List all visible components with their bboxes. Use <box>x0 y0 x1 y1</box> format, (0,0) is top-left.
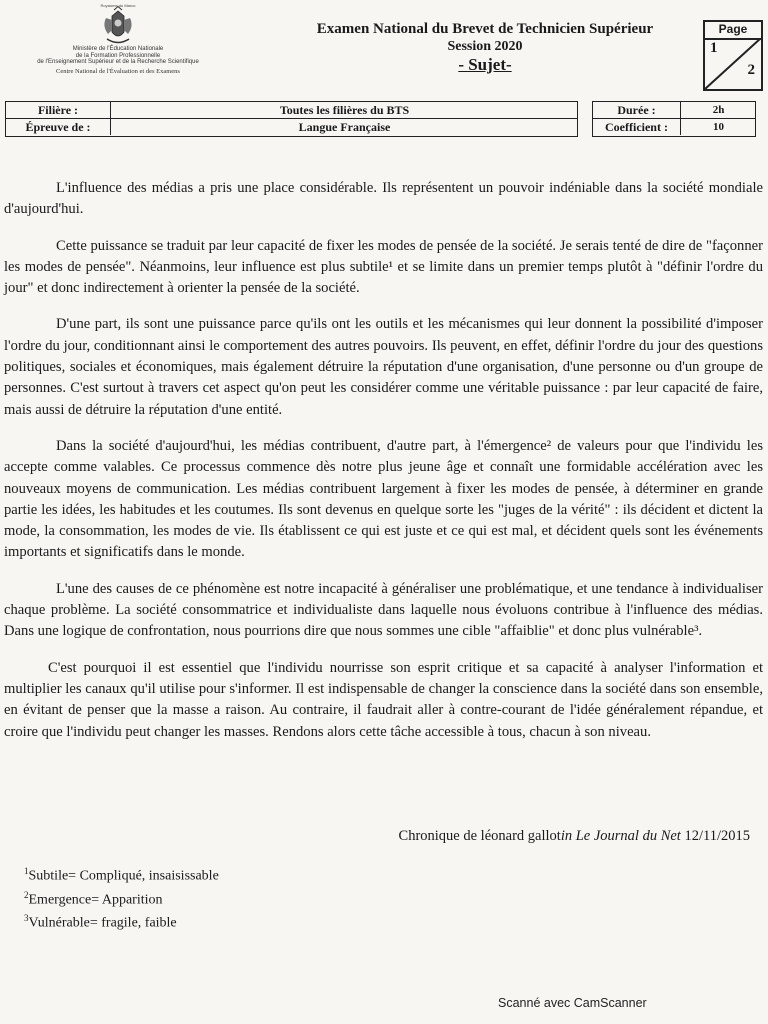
ministry-block <box>0 46 236 75</box>
footnote <box>24 886 219 910</box>
exam-details-table <box>592 101 756 137</box>
paragraph: L'une des causes de ce phénomène est notre incapacité à généraliser une problématique, et une tendance à individualiser chaque problème. La société consommatrice et individualiste dans laquelle nous évoluons contribue à l'influence des médias. Dans une logique de confrontation, nous pourrions dire que nous sommes une cible "affaiblie" et donc plus vulnérable³. <box>4 580 763 640</box>
ministry-line: Ministère de l'Éducation Nationale <box>72 46 164 52</box>
emblem-caption: Royaume du Maroc <box>100 3 136 8</box>
footnote-text: Emergence= Apparition <box>28 892 163 908</box>
footnotes <box>24 862 219 933</box>
article-source <box>399 828 750 845</box>
footnote <box>24 909 219 933</box>
paragraph: L'influence des médias a pris une place considérable. Ils représentent un pouvoir indéniable dans la société mondiale d'aujourd'hui. <box>4 180 763 218</box>
page-current: 1 <box>710 40 718 56</box>
filiere-label: Filière : <box>6 102 111 118</box>
document-type: - Sujet- <box>458 55 512 74</box>
paragraph: Cette puissance se traduit par leur capacité de fixer les modes de pensée de la société. Je serais tenté de dire de "façonner les modes de pensée". Néanmoins, leur influence est plus subtile¹ et se limite dans un premier temps plutôt à "définir l'ordre du jour" et donc indirectement à orienter la pensée de la société. <box>4 237 763 297</box>
paragraph: C'est pourquoi il est essentiel que l'individu nourrisse son esprit critique et sa capacité à analyser l'information et multiplier les canaux qu'il utilise pour s'informer. Il est indispensable de changer la conscience dans la société dans son ensemble, en évitant de penser que la masse a raison. Au contraire, il faudrait aller à contre-courant de l'idée généralement répandue, et croire que l'individu peut changer les masses. Rendons alors cette tâche accessible à tous, chacun à son niveau. <box>4 659 763 740</box>
coefficient-row <box>593 119 755 135</box>
epreuve-row <box>6 119 577 135</box>
exam-title: Examen National du Brevet de Technicien Supérieur <box>316 21 654 37</box>
scanner-watermark: Scanné avec CamScanner <box>498 996 647 1010</box>
article-text <box>4 178 763 758</box>
source-date: 12/11/2015 <box>684 828 750 844</box>
duree-value: 2h <box>712 104 725 116</box>
epreuve-value: Langue Française <box>298 120 391 134</box>
page-total: 2 <box>747 62 755 78</box>
ministry-line: de la Formation Professionnelle <box>75 52 161 59</box>
footnote-number: 1 <box>24 866 29 876</box>
epreuve-label: Épreuve de : <box>6 119 111 135</box>
paragraph: D'une part, ils sont une puissance parce qu'ils ont les outils et les mécanismes qui leur donnent la possibilité d'imposer l'ordre du jour, conditionnant ainsi le comportement des autres pouvoirs. Ils peuvent, en effet, définir l'ordre du jour des questions politiques, sociales et économiques, mais également détruire la réputation d'une organisation, d'une personne ou d'un groupe de personnes. C'est surtout à travers cet aspect qu'on peut les considérer comme une véritable puissance : par leur capacité de faire, mais aussi de détruire la réputation d'une entité. <box>4 316 763 418</box>
footnote-text: Vulnérable= fragile, faible <box>28 915 177 931</box>
session-label: Session 2020 <box>447 39 523 54</box>
page-indicator <box>703 20 763 91</box>
moroccan-emblem-icon <box>95 2 141 48</box>
exam-title-block <box>265 21 705 75</box>
duree-label: Durée : <box>593 102 681 118</box>
page-label: Page <box>705 22 761 40</box>
exam-header <box>0 0 768 98</box>
evaluation-center: Centre National de l'Évaluation et des Examens <box>56 67 180 75</box>
footnote <box>24 862 219 886</box>
coefficient-label: Coefficient : <box>593 119 681 135</box>
footnote-number: 3 <box>24 913 29 924</box>
footnote-text: Subtile= Compliqué, insaisissable <box>28 868 219 884</box>
filiere-row <box>6 102 577 119</box>
paragraph: Dans la société d'aujourd'hui, les médias contribuent, d'autre part, à l'émergence² de valeurs pour que l'individu les accepte comme valables. Ce processus commence dès notre plus jeune âge et connaît une formidable accélération avec les nouveaux moyens de communication. Les médias contribuent largement à fixer les modes de pensée, à déterminer en grande partie les idées, les habitudes et les coutumes. Ils sont devenus en quelque sorte les "juges de la vérité" : ils décident et dictent la mode, la consommation, les modes de vie. Ils établissent ce qui est juste et ce qui est mal, et décident quels sont les événements importants et significatifs dans le monde. <box>4 437 763 561</box>
ministry-line: de l'Enseignement Supérieur et de la Recherche Scientifique <box>37 59 199 65</box>
duree-row <box>593 102 755 119</box>
source-journal: in Le Journal du Net <box>560 828 681 844</box>
coefficient-value: 10 <box>713 121 724 133</box>
subject-info-table <box>5 101 578 137</box>
footnote-number: 2 <box>24 889 29 900</box>
source-author: Chronique de léonard gallot <box>398 828 561 844</box>
filiere-value: Toutes les filières du BTS <box>279 103 410 117</box>
